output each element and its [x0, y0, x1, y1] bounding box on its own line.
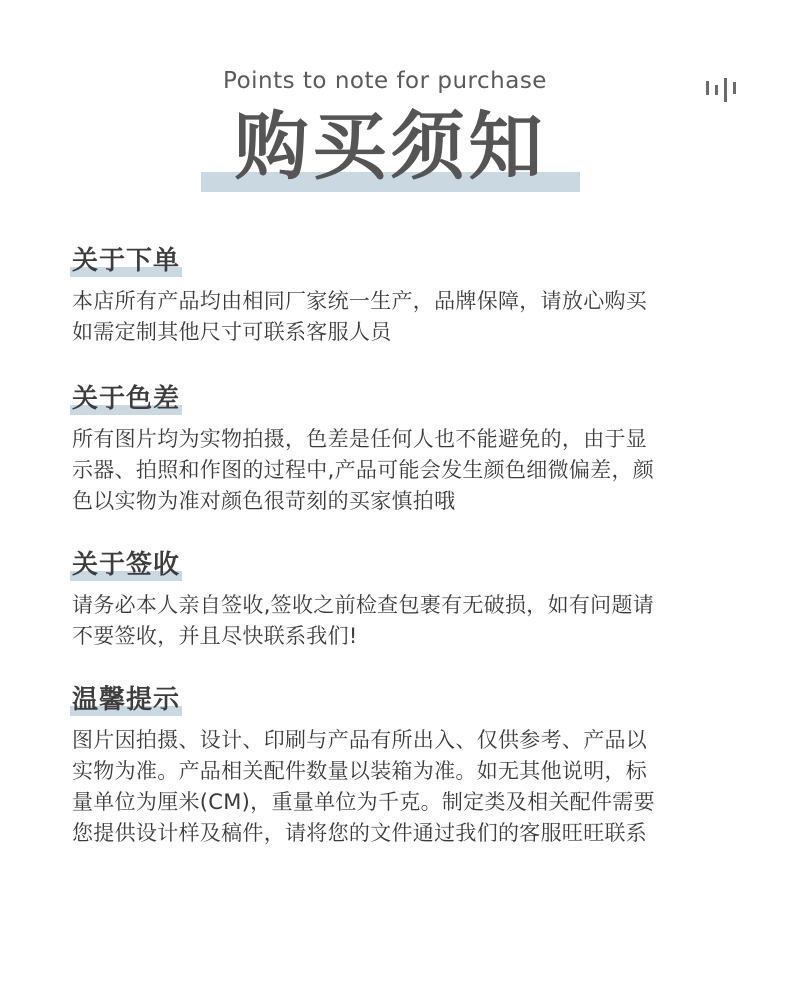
section-heading-wrap — [72, 382, 180, 416]
section-heading: 关于下单 — [72, 246, 181, 276]
section-line: 不要签收，并且尽快联系我们! — [72, 624, 358, 648]
section-heading: 关于签收 — [72, 550, 181, 580]
decorative-lines-icon — [706, 78, 736, 102]
section-body — [72, 286, 732, 348]
section-color-difference — [72, 382, 732, 517]
section-tips — [72, 683, 732, 849]
section-line: 您提供设计样及稿件，请将您的文件通过我们的客服旺旺联系 — [72, 821, 648, 845]
section-line: 本店所有产品均由相同厂家统一生产，品牌保障，请放心购买 — [72, 289, 648, 313]
section-line: 色以实物为准对颜色很苛刻的买家慎拍哦 — [72, 489, 456, 513]
section-heading-wrap — [72, 683, 180, 717]
page-subtitle: Points to note for purchase — [223, 68, 547, 94]
section-line: 所有图片均为实物拍摄，色差是任何人也不能避免的，由于显 — [72, 427, 648, 451]
section-heading-wrap — [72, 244, 180, 278]
section-line: 请务必本人亲自签收,签收之前检查包裹有无破损，如有问题请 — [72, 593, 655, 617]
section-line: 量单位为厘米(CM)，重量单位为千克。制定类及相关配件需要 — [72, 790, 655, 814]
section-ordering — [72, 244, 732, 348]
section-body — [72, 590, 732, 652]
section-line: 实物为准。产品相关配件数量以装箱为准。如无其他说明，标 — [72, 759, 648, 783]
section-body — [72, 424, 732, 517]
section-line: 示器、拍照和作图的过程中,产品可能会发生颜色细微偏差，颜 — [72, 458, 655, 482]
section-heading-wrap — [72, 548, 180, 582]
section-body — [72, 725, 732, 849]
section-line: 图片因拍摄、设计、印刷与产品有所出入、仅供参考、产品以 — [72, 728, 648, 752]
page-title: 购买须知 — [234, 104, 547, 190]
section-line: 如需定制其他尺寸可联系客服人员 — [72, 320, 392, 344]
section-delivery — [72, 548, 732, 652]
section-heading: 温馨提示 — [72, 685, 181, 715]
section-heading: 关于色差 — [72, 384, 181, 414]
